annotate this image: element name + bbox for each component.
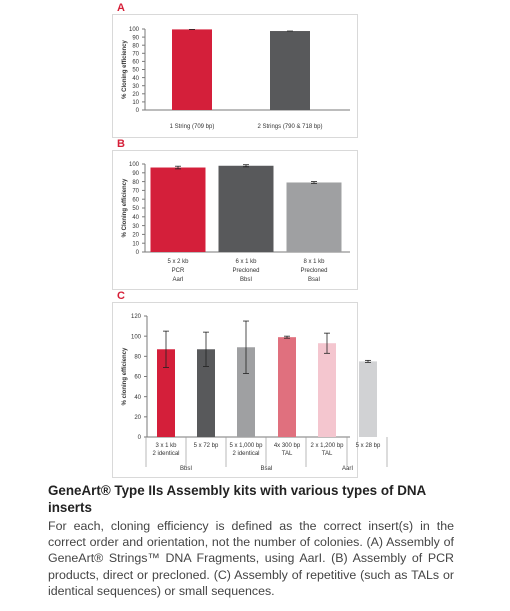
panel-a-y-tick-label: 90 [132, 35, 139, 42]
panel-c-bar [318, 343, 336, 437]
panel-c-group-label: BbsI [179, 466, 193, 472]
panel-c-y-tick-label: 40 [134, 394, 141, 401]
panel-a-y-tick-label: 30 [132, 83, 139, 90]
panel-c-x-tick-label: 2 identical [232, 451, 260, 457]
panel-b-y-tick-label: 100 [128, 162, 139, 169]
panel-b-x-tick-label: Precloned [300, 268, 328, 274]
panel-c-y-tick-label: 20 [134, 415, 141, 422]
panel-a-y-tick-label: 100 [128, 27, 139, 34]
panel-b-y-tick-label: 70 [132, 188, 139, 195]
panel-c-x-tick-label: 5 x 28 bp [355, 443, 381, 449]
panel-a-letter: A [117, 2, 125, 14]
panel-b-letter: B [117, 138, 125, 150]
panel-c-x-tick-label: 4x 300 bp [273, 443, 301, 449]
panel-a-y-tick-label: 20 [132, 92, 139, 98]
panel-b-y-tick-label: 80 [132, 179, 139, 186]
panel-b-x-tick-label: Precloned [232, 268, 260, 274]
panel-c-y-tick-label: 120 [130, 314, 141, 321]
panel-a-y-tick-label: 10 [132, 100, 139, 107]
panel-c-x-tick-label: 5 x 72 bp [193, 443, 219, 449]
panel-b-bar [219, 166, 274, 252]
panel-a-y-tick-label: 80 [132, 43, 139, 50]
panel-b-y-tick-label: 30 [132, 223, 139, 230]
panel-c-letter: C [117, 290, 125, 302]
panel-c-bar [278, 337, 296, 437]
panel-c-x-tick-label: TAL [281, 451, 293, 457]
panel-b-y-tick-label: 90 [132, 171, 139, 177]
panel-b-y-tick-label: 0 [135, 250, 139, 257]
panel-b-y-tick-label: 50 [132, 206, 139, 213]
panel-b-x-tick-label: 5 x 2 kb [167, 259, 189, 265]
panel-b-bar [151, 168, 206, 252]
panel-c-bar [359, 361, 377, 437]
caption-title: GeneArt® Type IIs Assembly kits with various types of DNA inserts [48, 483, 426, 515]
panel-c-group-label: AarI [341, 466, 354, 472]
panel-c-y-tick-label: 0 [137, 435, 141, 442]
panel-c-y-tick-label: 60 [134, 374, 141, 381]
panel-b-x-tick-label: 8 x 1 kb [303, 259, 325, 265]
panel-c-x-tick-label: TAL [321, 451, 333, 457]
panel-b-y-tick-label: 60 [132, 197, 139, 204]
panel-c-y-tick-label: 80 [134, 354, 141, 361]
panel-b-x-tick-label: BbsI [239, 277, 253, 283]
panel-b-x-tick-label: BsaI [307, 277, 321, 283]
panel-c-x-tick-label: 2 identical [152, 451, 180, 457]
panel-a-y-tick-label: 0 [135, 108, 139, 115]
panel-b-y-tick-label: 10 [132, 241, 139, 248]
panel-b-bar [287, 182, 342, 252]
panel-a-y-tick-label: 40 [132, 75, 139, 82]
figure-caption [48, 482, 454, 599]
panel-b-y-tick-label: 40 [132, 215, 139, 221]
panel-b-y-tick-label: 20 [132, 232, 139, 239]
panel-c-x-tick-label: 3 x 1 kb [155, 443, 177, 449]
panel-c-y-axis-label: % cloning efficiency [122, 347, 128, 406]
panel-a-y-axis-label: % Cloning efficiency [122, 40, 128, 99]
panel-c-x-tick-label: 5 x 1,000 bp [229, 443, 263, 449]
panel-c-y-tick-label: 100 [130, 334, 141, 341]
panel-b-y-axis-label: % Cloning efficiency [122, 178, 128, 238]
panel-a-x-tick-label: 1 String (709 bp) [169, 124, 215, 130]
panel-a-x-tick-label: 2 Strings (790 & 718 bp) [257, 124, 323, 130]
panel-c-x-tick-label: 2 x 1,200 bp [310, 443, 344, 449]
panel-a-y-tick-label: 60 [132, 59, 139, 66]
panel-b-x-tick-label: 6 x 1 kb [235, 259, 257, 265]
panel-a-bar [172, 29, 212, 110]
caption-body: For each, cloning efficiency is defined as the correct insert(s) in the correct order and orientation, not the number of colonies. (A) Assembly of GeneArt® Strings™ DNA Fragments, using AarI. (B) Assembly of PCR products, direct or precloned. (C) Assembly of repetitive (such as TALs or identical sequences) or small sequences. [48, 519, 454, 598]
panel-c-group-label: BsaI [260, 466, 273, 472]
panel-a-bar [270, 31, 310, 110]
panel-b-x-tick-label: PCR [171, 268, 185, 274]
panel-a-y-tick-label: 50 [132, 67, 139, 74]
panel-a-y-tick-label: 70 [132, 51, 139, 58]
panel-b-x-tick-label: AarI [172, 277, 184, 283]
